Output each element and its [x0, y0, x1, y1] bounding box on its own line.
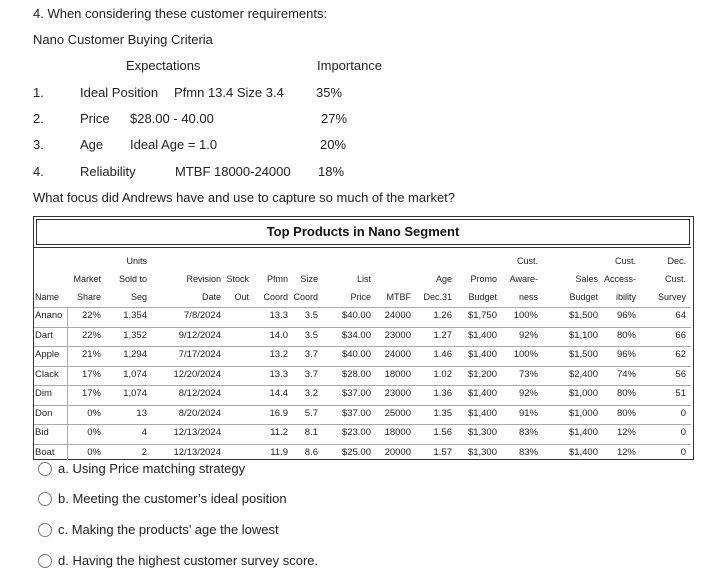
table-header-aware: ness [518, 292, 538, 302]
table-cell-aware: 100% [513, 349, 538, 360]
table-header-size: Size [300, 274, 318, 284]
table-cell-aware: 91% [518, 407, 538, 419]
table-cell-sales: $1,000 [568, 407, 598, 419]
table-cell-access: 12% [616, 427, 636, 438]
criteria-name: Price [80, 111, 110, 126]
table-header-age: Age [435, 274, 452, 284]
table-cell-survey: 0 [680, 407, 686, 419]
criteria-expectation: MTBF 18000-24000 [175, 164, 291, 179]
criteria-importance: 18% [318, 164, 345, 179]
table-cell-survey: 51 [675, 388, 686, 399]
table-cell-sales: $1,000 [568, 388, 598, 399]
table-header-mtbf: MTBF [386, 292, 411, 302]
table-cell-sold: 13 [136, 407, 147, 419]
table-cell-pfmn: 13.2 [269, 349, 288, 360]
table-header-aware: Cust. [516, 256, 538, 266]
table-cell-survey: 66 [675, 329, 686, 341]
criteria-expectation: $28.00 - 40.00 [130, 111, 214, 126]
table-row-divider [34, 307, 691, 308]
table-header-survey: Survey [657, 292, 686, 302]
table-cell-aware: 73% [518, 368, 538, 380]
question-prompt: What focus did Andrews have and use to capture so much of the market? [33, 190, 456, 205]
option-a-label: a. Using Price matching strategy [58, 461, 246, 476]
table-cell-age: 1.26 [433, 310, 452, 321]
criteria-num: 3. [33, 137, 44, 152]
table-cell-access: 12% [616, 446, 636, 458]
table-cell-access: 74% [616, 368, 636, 380]
table-cell-price: $23.00 [341, 427, 371, 438]
table-cell-name: Boat [35, 446, 55, 458]
criteria-num: 2. [33, 111, 44, 126]
table-cell-size: 8.1 [304, 427, 318, 438]
table-cell-aware: 92% [518, 388, 538, 399]
table-header-share: Share [76, 292, 101, 302]
table-cell-age: 1.57 [433, 446, 452, 458]
table-header-size: Coord [293, 292, 318, 302]
table-cell-mtbf: 18000 [384, 368, 411, 380]
table-cell-sales: $1,400 [568, 446, 598, 458]
table-cell-name: Dart [35, 329, 53, 341]
table-cell-share: 21% [81, 349, 101, 360]
radio-button[interactable] [38, 462, 52, 476]
table-cell-mtbf: 20000 [384, 446, 411, 458]
table-cell-pfmn: 11.9 [270, 446, 288, 458]
table-cell-rev: 12/20/2024 [173, 368, 221, 380]
table-cell-price: $40.00 [341, 349, 371, 360]
table-row-divider [34, 405, 691, 406]
table-cell-name: Don [35, 407, 53, 419]
table-cell-name: Clack [35, 368, 59, 380]
table-cell-promo: $1,200 [467, 368, 497, 380]
table-cell-aware: 83% [518, 427, 538, 438]
table-cell-pfmn: 11.2 [270, 427, 288, 438]
table-cell-price: $34.00 [341, 329, 371, 341]
table-cell-name: Bid [35, 427, 49, 438]
table-row-divider [34, 385, 691, 386]
table-cell-rev: 12/13/2024 [173, 446, 221, 458]
table-header-survey: Dec. [667, 256, 686, 266]
table-header-promo: Budget [468, 292, 497, 302]
importance-header: Importance [317, 58, 383, 73]
table-cell-aware: 83% [518, 446, 538, 458]
table-cell-mtbf: 23000 [384, 329, 411, 341]
table-cell-sales: $1,400 [568, 427, 598, 438]
table-row-divider [34, 424, 691, 425]
table-cell-size: 3.7 [304, 368, 318, 380]
table-cell-access: 80% [616, 388, 636, 399]
table-cell-rev: 8/20/2024 [178, 407, 221, 419]
table-cell-promo: $1,400 [467, 329, 497, 341]
table-header-stock: Out [234, 292, 249, 302]
table-cell-name: Apple [35, 349, 60, 360]
table-cell-survey: 56 [675, 368, 686, 380]
table-cell-size: 3.5 [304, 329, 318, 341]
table-cell-size: 3.7 [304, 349, 318, 360]
table-cell-size: 8.6 [304, 446, 318, 458]
table-cell-sold: 4 [141, 427, 147, 438]
table-cell-sold: 1,294 [123, 349, 147, 360]
table-cell-age: 1.46 [433, 349, 452, 360]
option-c-label: c. Making the products’ age the lowest [58, 522, 279, 537]
table-cell-survey: 0 [680, 446, 686, 458]
table-cell-promo: $1,750 [467, 310, 497, 321]
table-cell-age: 1.02 [433, 368, 452, 380]
table-name-divider [67, 307, 68, 460]
option-b-label: b. Meeting the customer’s ideal position [58, 491, 287, 506]
table-body [34, 247, 691, 460]
table-cell-rev: 12/13/2024 [173, 427, 221, 438]
table-cell-access: 80% [616, 329, 636, 341]
table-header-price: List [356, 274, 371, 284]
table-cell-aware: 100% [513, 310, 538, 321]
table-cell-survey: 64 [675, 310, 686, 321]
table-cell-promo: $1,300 [467, 446, 497, 458]
table-header-access: Access- [603, 274, 636, 284]
table-cell-promo: $1,400 [467, 388, 497, 399]
table-cell-survey: 0 [680, 427, 686, 438]
table-cell-sold: 1,352 [123, 329, 147, 341]
criteria-name: Age [80, 137, 104, 152]
table-row-divider [34, 346, 691, 347]
table-header-sold: Seg [130, 292, 147, 302]
table-row-divider [34, 366, 691, 367]
table-cell-share: 0% [87, 407, 101, 419]
table-cell-pfmn: 14.0 [269, 329, 288, 341]
criteria-title: Nano Customer Buying Criteria [33, 32, 213, 47]
table-cell-share: 17% [81, 388, 101, 399]
criteria-importance: 20% [320, 137, 347, 152]
table-cell-aware: 92% [518, 329, 538, 341]
table-cell-sales: $2,400 [568, 368, 598, 380]
table-header-pfmn: Coord [263, 292, 288, 302]
table-cell-price: $37.00 [341, 407, 371, 419]
table-cell-share: 22% [81, 310, 101, 321]
table-cell-access: 96% [616, 349, 636, 360]
table-cell-rev: 7/17/2024 [178, 349, 221, 360]
table-cell-price: $25.00 [341, 446, 371, 458]
radio-button[interactable] [38, 554, 52, 568]
table-title: Top Products in Nano Segment [36, 219, 690, 245]
table-cell-mtbf: 23000 [384, 388, 411, 399]
table-cell-pfmn: 13.3 [269, 310, 288, 321]
table-row-divider [34, 444, 691, 445]
table-cell-promo: $1,400 [467, 407, 497, 419]
table-cell-mtbf: 25000 [384, 407, 411, 419]
table-cell-size: 5.7 [304, 407, 318, 419]
table-header-access: Cust. [614, 256, 636, 266]
table-header-access: ibility [615, 292, 636, 302]
table-cell-pfmn: 14.4 [269, 388, 288, 399]
table-cell-access: 80% [616, 407, 636, 419]
table-cell-price: $40.00 [341, 310, 371, 321]
table-cell-age: 1.35 [433, 407, 452, 419]
table-cell-pfmn: 16.9 [269, 407, 288, 419]
criteria-importance: 35% [316, 85, 343, 100]
table-cell-rev: 8/12/2024 [178, 388, 221, 399]
table-cell-survey: 62 [675, 349, 686, 360]
table-cell-promo: $1,300 [467, 427, 497, 438]
table-cell-size: 3.2 [304, 388, 318, 399]
table-cell-mtbf: 24000 [384, 310, 411, 321]
table-cell-share: 22% [81, 329, 101, 341]
radio-button[interactable] [38, 492, 52, 506]
table-cell-age: 1.27 [433, 329, 452, 341]
table-header-sales: Sales [575, 274, 598, 284]
table-cell-price: $37.00 [341, 388, 371, 399]
table-header-price: Price [350, 292, 371, 302]
table-cell-mtbf: 24000 [384, 349, 411, 360]
table-cell-sales: $1,100 [568, 329, 598, 341]
table-cell-price: $28.00 [341, 368, 371, 380]
table-cell-name: Dim [35, 388, 52, 399]
table-header-survey: Cust. [664, 274, 686, 284]
table-cell-share: 0% [87, 427, 101, 438]
table-row-divider [34, 327, 691, 328]
table-header-pfmn: Pfmn [266, 274, 288, 284]
criteria-name: Reliability [80, 164, 136, 179]
table-header-name: Name [35, 292, 60, 302]
question-title: 4. When considering these customer requirements: [33, 6, 328, 21]
table-cell-sold: 1,354 [123, 310, 147, 321]
table-cell-age: 1.56 [433, 427, 452, 438]
segment-table [33, 216, 694, 460]
criteria-name: Ideal Position [80, 85, 159, 100]
table-header-sold: Sold to [118, 274, 147, 284]
table-cell-pfmn: 13.3 [269, 368, 288, 380]
criteria-importance: 27% [321, 111, 348, 126]
table-cell-name: Anano [35, 310, 63, 321]
criteria-num: 4. [33, 164, 44, 179]
table-header-sold: Units [126, 256, 147, 266]
table-cell-rev: 7/8/2024 [184, 310, 221, 321]
table-cell-age: 1.36 [433, 388, 452, 399]
table-cell-share: 0% [87, 446, 101, 458]
criteria-num: 1. [33, 85, 44, 100]
radio-button[interactable] [38, 523, 52, 537]
table-cell-rev: 9/12/2024 [178, 329, 221, 341]
table-cell-mtbf: 18000 [384, 427, 411, 438]
criteria-expectation: Ideal Age = 1.0 [130, 137, 218, 152]
table-header-rev: Date [201, 292, 221, 302]
table-cell-sales: $1,500 [568, 349, 598, 360]
table-cell-share: 17% [81, 368, 101, 380]
table-header-stock: Stock [226, 274, 249, 284]
table-header-sales: Budget [569, 292, 598, 302]
table-cell-sold: 1,074 [123, 368, 147, 380]
table-header-aware: Aware- [509, 274, 538, 284]
option-d-label: d. Having the highest customer survey score. [58, 553, 319, 568]
table-header-promo: Promo [470, 274, 497, 284]
table-header-share: Market [73, 274, 101, 284]
table-cell-sales: $1,500 [568, 310, 598, 321]
table-cell-sold: 1,074 [123, 388, 147, 399]
criteria-expectation: Pfmn 13.4 Size 3.4 [174, 85, 284, 100]
expectations-header: Expectations [126, 58, 201, 73]
table-cell-size: 3.5 [304, 310, 318, 321]
table-cell-promo: $1,400 [467, 349, 497, 360]
table-cell-sold: 2 [141, 446, 147, 458]
table-header-rev: Revision [186, 274, 221, 284]
table-header-age: Dec.31 [423, 292, 452, 302]
table-cell-access: 96% [616, 310, 636, 321]
